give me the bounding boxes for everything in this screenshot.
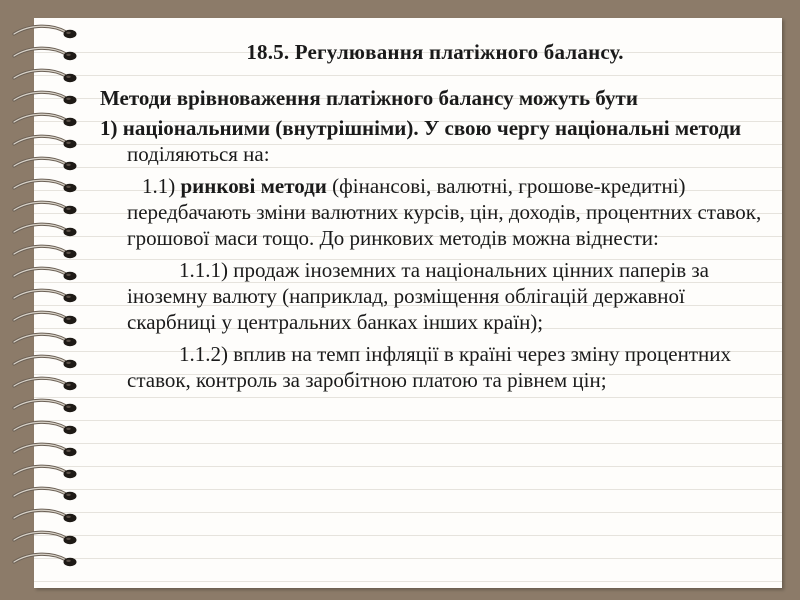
slide-content [100,30,770,399]
point-1-1-rest: (фінансові, валютні, грошове-кредитні) передбачають зміни валютних курсів, цін, доходів, процентних ставок, грошової маси тощо. До ринкових методів можна віднести: [127,174,762,250]
point-1-1-2: 1.1.2) вплив на темп інфляції в країні через зміну процентних ставок, контроль за заробітною платою та рівнем цін; [127,342,731,392]
point-1-1 [100,173,770,251]
point-1 [100,115,770,167]
point-1-1-1: 1.1.1) продаж іноземних та національних цінних паперів за іноземну валюту (наприклад, розміщення облігацій державної скарбниці у центральних банках інших країн); [127,258,710,334]
point-1-1-bold: ринкові методи [180,174,327,198]
spiral-binding-icon [0,18,90,588]
point-1-rest: поділяються на: [127,142,270,166]
slide-title: 18.5. Регулювання платіжного балансу. [246,40,624,64]
point-1-bold: 1) національними (внутрішніми). У свою чергу національні методи [100,116,742,140]
point-1-1-num: 1.1) [142,174,181,198]
intro-text: Методи врівноваження платіжного балансу можуть бути [100,86,638,110]
